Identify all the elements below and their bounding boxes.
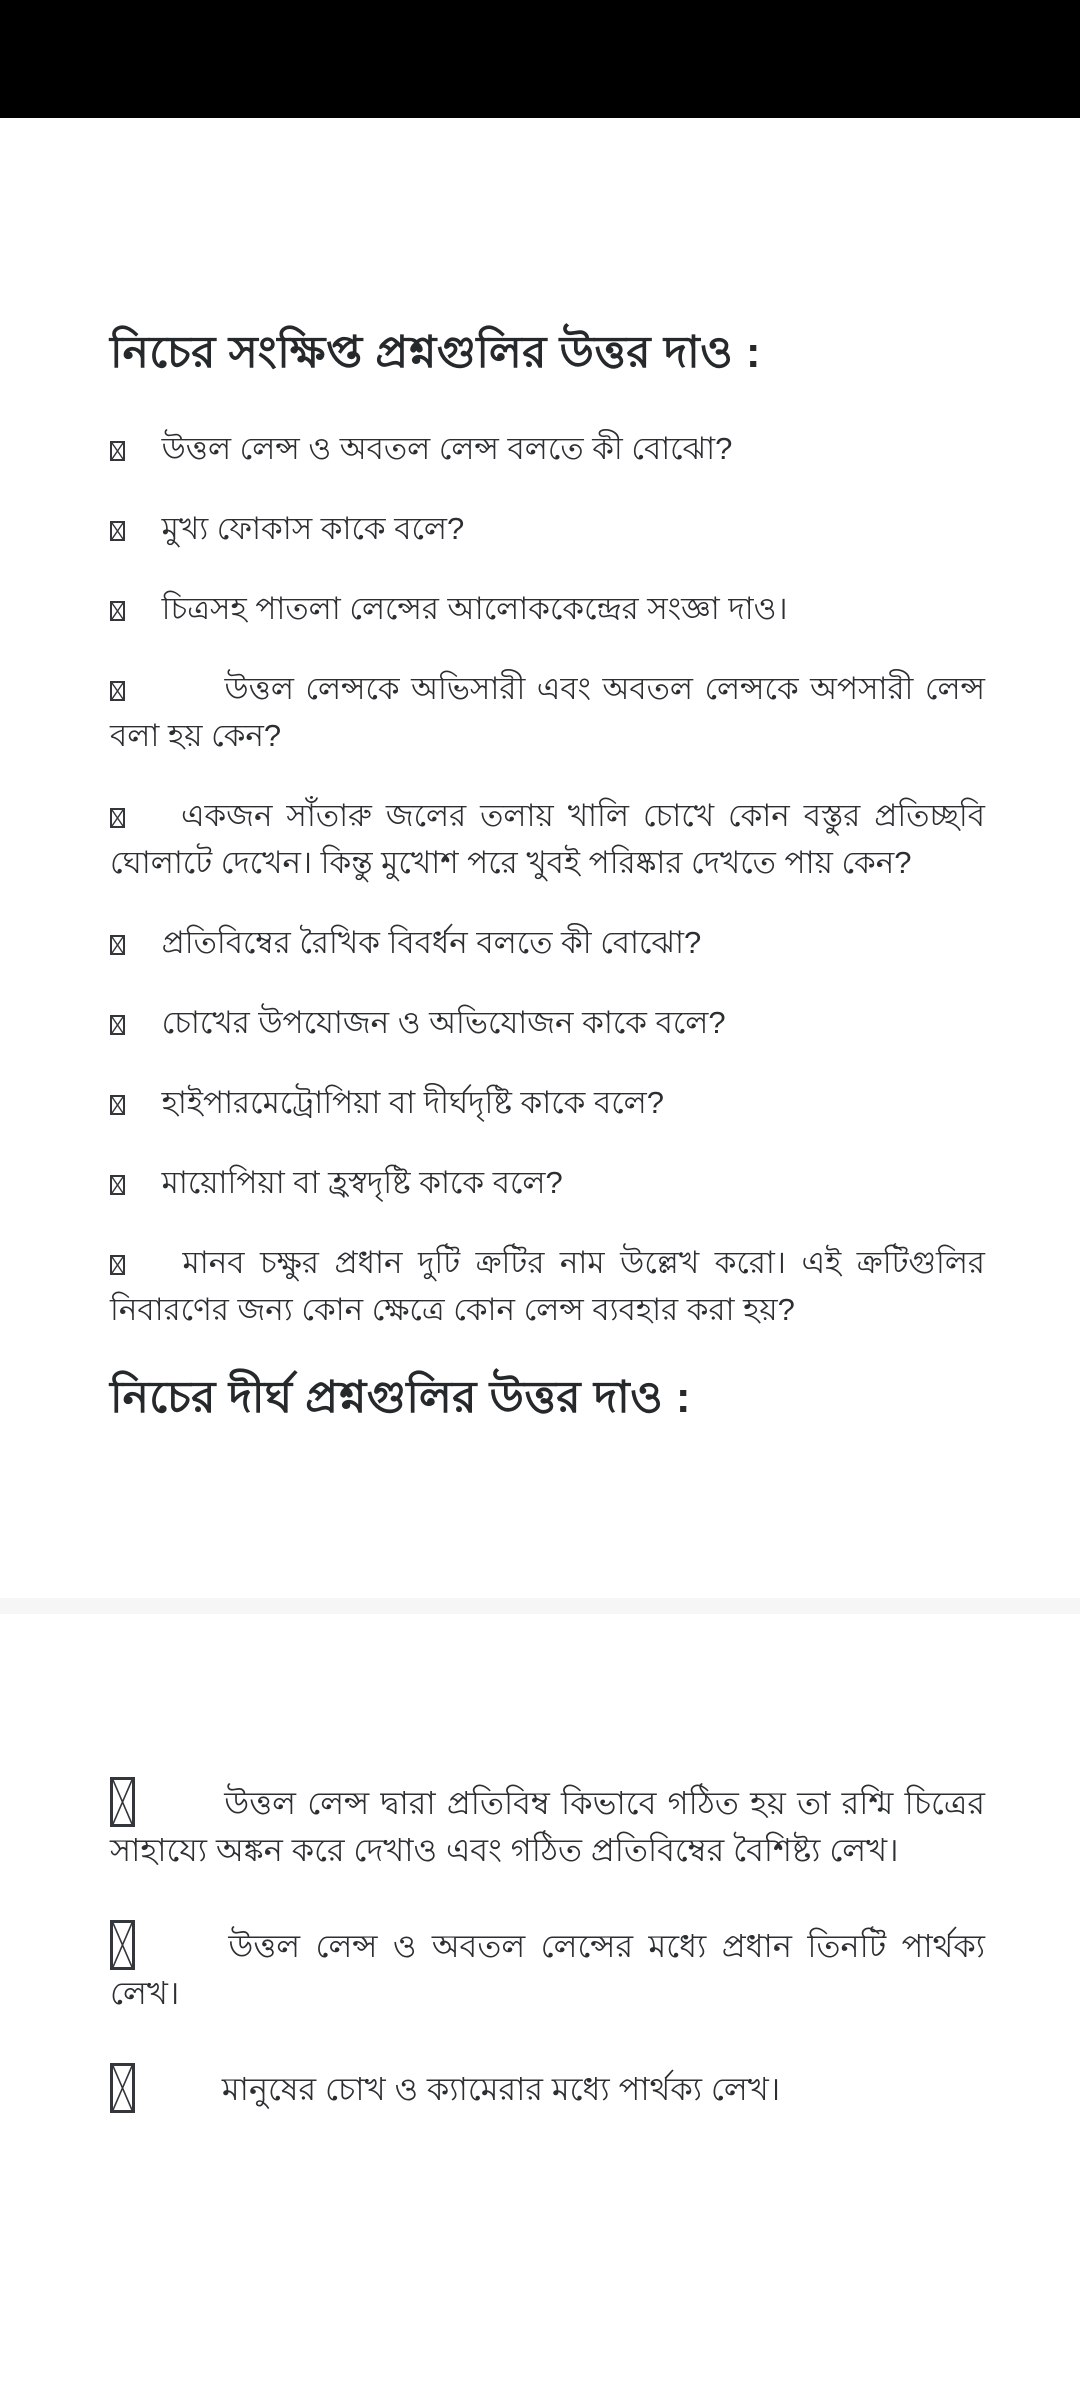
question-item: [110, 1079, 985, 1126]
question-text: উত্তল লেন্স দ্বারা প্রতিবিম্ব কিভাবে গঠিত হয় তা রশ্মি চিত্রের সাহায্যে অঙ্কন করে দেখাও এবং গঠিত প্রতিবিম্বের বৈশিষ্ট্য লেখ।: [110, 1785, 986, 1868]
ballot-box-x-icon: [110, 1015, 125, 1035]
question-text: চিত্রসহ পাতলা লেন্সের আলোককেন্দ্রের সংজ্ঞা দাও।: [161, 591, 788, 626]
ballot-box-x-icon: [110, 601, 125, 621]
question-text: উত্তল লেন্স ও অবতল লেন্স বলতে কী বোঝো?: [161, 431, 733, 466]
question-text: প্রতিবিম্বের রৈখিক বিবর্ধন বলতে কী বোঝো?: [161, 925, 702, 960]
question-text: মুখ্য ফোকাস কাকে বলে?: [161, 511, 465, 546]
question-text: একজন সাঁতারু জলের তলায় খালি চোখে কোন বস্তুর প্রতিচ্ছবি ঘোলাটে দেখেন। কিন্তু মুখোশ পরে খুবই পরিষ্কার দেখতে পায় কেন?: [110, 798, 985, 880]
question-item: [110, 1239, 985, 1333]
question-text: মানব চক্ষুর প্রধান দুটি ক্রটির নাম উল্লেখ করো। এই ক্রটিগুলির নিবারণের জন্য কোন ক্ষেত্রে কোন লেন্স ব্যবহার করা হয়?: [110, 1245, 985, 1327]
ballot-box-x-icon: [110, 1175, 125, 1195]
missing-glyph-box-x-icon: [110, 1777, 135, 1827]
question-item: [110, 1159, 985, 1206]
question-item: [110, 585, 985, 632]
ballot-box-x-icon: [110, 935, 125, 955]
question-item: [110, 1920, 985, 2017]
question-item: [110, 999, 985, 1046]
question-text: চোখের উপযোজন ও অভিযোজন কাকে বলে?: [161, 1005, 726, 1040]
question-text: উত্তল লেন্সকে অভিসারী এবং অবতল লেন্সকে অপসারী লেন্স বলা হয় কেন?: [110, 671, 985, 753]
question-text: মানুষের চোখ ও ক্যামেরার মধ্যে পার্থক্য লেখ।: [221, 2071, 781, 2107]
ballot-box-x-icon: [110, 1255, 125, 1275]
ballot-box-x-icon: [110, 808, 125, 828]
question-text: মায়োপিয়া বা হ্রস্বদৃষ্টি কাকে বলে?: [161, 1165, 563, 1200]
section-divider: [0, 1598, 1080, 1614]
ballot-box-x-icon: [110, 521, 125, 541]
document-body: [0, 321, 1080, 1430]
top-black-bar: [0, 0, 1080, 118]
question-item: [110, 425, 985, 472]
ballot-box-x-icon: [110, 441, 125, 461]
question-item: [110, 792, 985, 886]
long-question-list: [0, 1777, 1080, 2113]
missing-glyph-box-x-icon: [110, 1920, 135, 1970]
question-text: উত্তল লেন্স ও অবতল লেন্সের মধ্যে প্রধান তিনটি পার্থক্য লেখ।: [110, 1928, 985, 2011]
question-item: [110, 505, 985, 552]
section-heading-short-questions: নিচের সংক্ষিপ্ত প্রশ্নগুলির উত্তর দাও :: [110, 328, 761, 377]
ballot-box-x-icon: [110, 681, 125, 701]
ballot-box-x-icon: [110, 1095, 125, 1115]
short-question-list: [110, 425, 985, 1333]
missing-glyph-box-x-icon: [110, 2063, 135, 2113]
question-item: [110, 665, 985, 759]
question-item: [110, 919, 985, 966]
question-item: [110, 2063, 985, 2113]
question-text: হাইপারমেট্রোপিয়া বা দীর্ঘদৃষ্টি কাকে বলে?: [161, 1085, 665, 1120]
question-item: [110, 1777, 985, 1874]
section-heading-long-questions: নিচের দীর্ঘ প্রশ্নগুলির উত্তর দাও :: [110, 1373, 691, 1422]
